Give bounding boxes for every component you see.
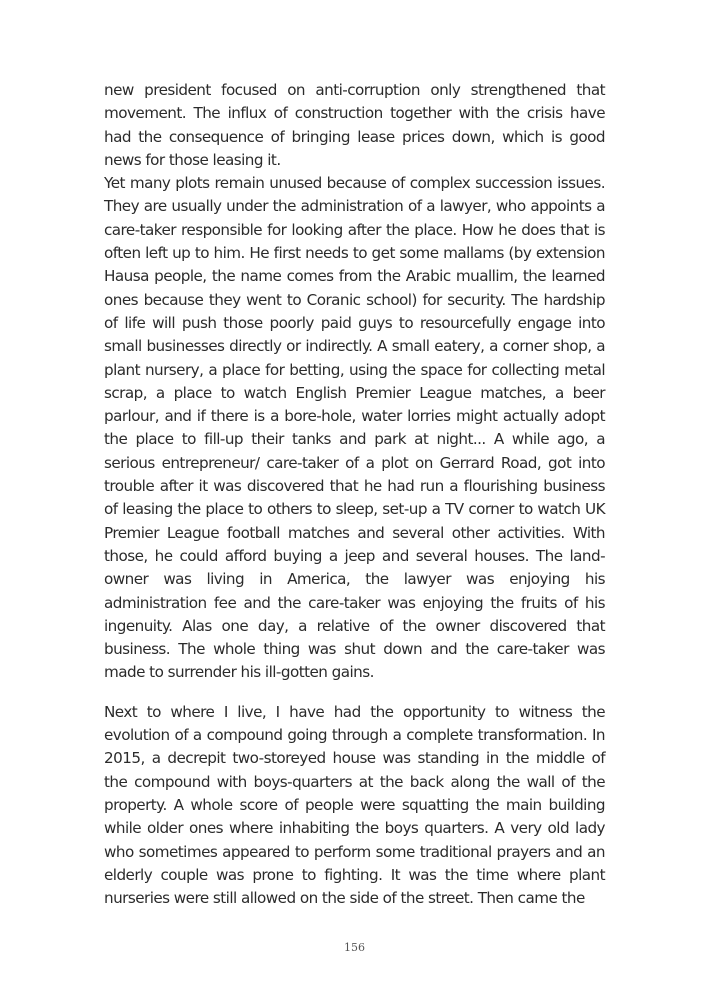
paragraph-succession-issues: Yet many plots remain unused because of complex succession issues. They are usually under the administration of a lawyer, who appoints a care-taker responsible for looking after the place. How he does that is often left up to him. He first needs to get some mallams (by extension Hausa people, the name comes from the Arabic muallim, the learned ones because they went to Coranic school) for security. The hardship of life will push those poorly paid guys to resourcefully engage into small businesses directly or indirectly. A small eatery, a corner shop, a plant nursery, a place for betting, using the space for collecting metal scrap, a place to watch English Premier League matches, a beer parlour, and if there is a bore-hole, water lorries might actually adopt the place to fill-up their tanks and park at night... A while ago, a serious entrepreneur/ care-taker of a plot on Gerrard Road, got into trouble after it was discovered that he had run a flourishing business of leasing the place to others to sleep, set-up a TV corner to watch UK Premier League football matches and several other activities. With those, he could afford buying a jeep and several houses. The land-owner was living in America, the lawyer was enjoying his administration fee and the care-taker was enjoying the fruits of his ingenuity. Alas one day, a relative of the owner discovered that business. The whole thing was shut down and the care-taker was made to surrender his ill-gotten gains. (104, 174, 605, 682)
page-number: 156 (344, 941, 365, 954)
paragraph-compound-transformation: Next to where I live, I have had the opportunity to witness the evolution of a compound going through a complete transformation. In 2015, a decrepit two-storeyed house was standing in the middle of the compound with boys-quarters at the back along the wall of the property. A whole score of people were squatting the main building while older ones where inhabiting the boys quarters. A very old lady who sometimes appeared to perform some traditional prayers and an elderly couple was prone to fighting. It was the time where plant nurseries were still allowed on the side of the street. Then came the (104, 702, 605, 908)
paragraph-continuation: new president focused on anti-corruption only strengthened that movement. The influx of construction together with the crisis have had the consequence of bringing lease prices down, which is good news for those leasing it. (104, 81, 605, 169)
body-text (104, 79, 605, 910)
